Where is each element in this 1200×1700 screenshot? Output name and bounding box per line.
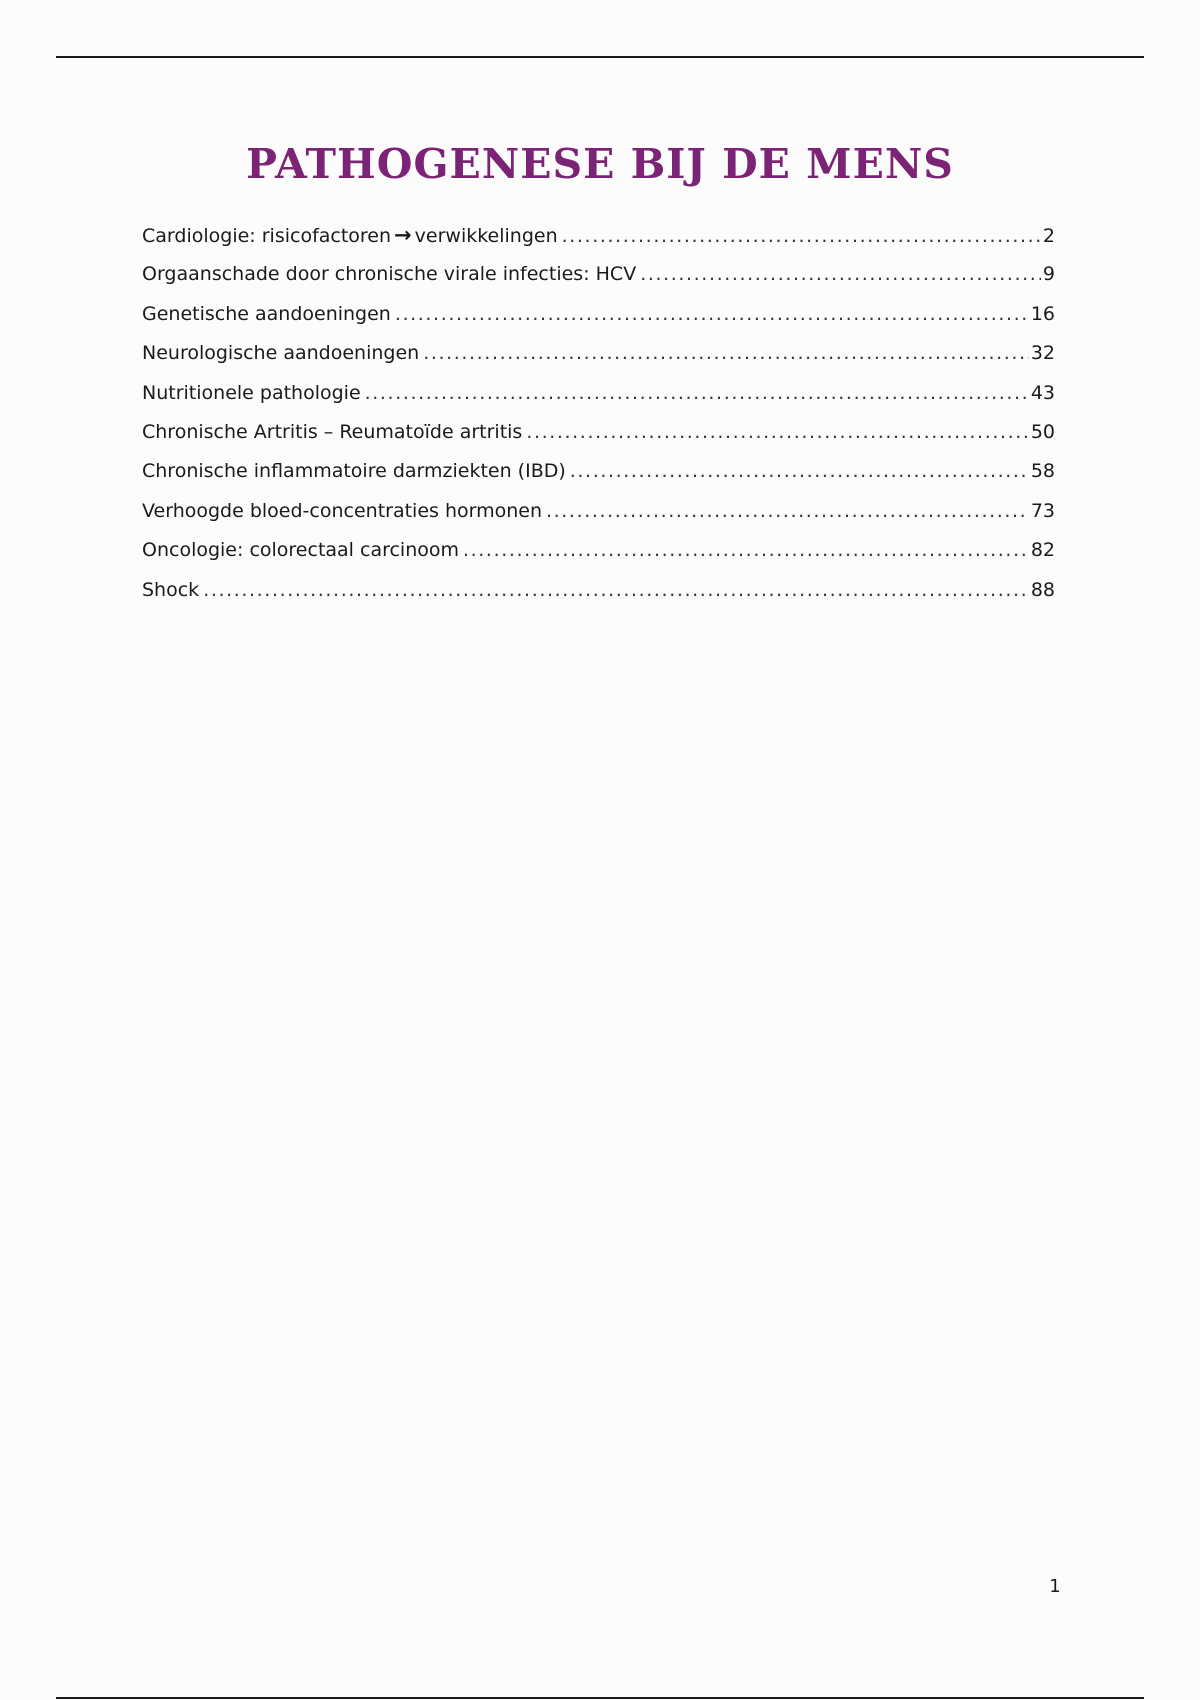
toc-entry-hcv[interactable] — [142, 257, 1055, 296]
toc-entry-neurologische[interactable] — [142, 336, 1055, 375]
toc-leader-dots — [463, 533, 1029, 568]
toc-entry-oncologie[interactable] — [142, 533, 1055, 572]
toc-entry-ibd[interactable] — [142, 454, 1055, 493]
toc-entry-page: 9 — [1042, 263, 1055, 286]
toc-entry-label: Oncologie: colorectaal carcinoom — [142, 539, 460, 562]
table-of-contents — [142, 218, 1055, 612]
toc-entry-label: Nutritionele pathologie — [142, 381, 361, 404]
toc-entry-page: 32 — [1030, 342, 1055, 365]
toc-entry-page: 43 — [1030, 381, 1055, 404]
arrow-right-icon: → — [394, 223, 412, 247]
toc-entry-page: 73 — [1030, 499, 1055, 522]
toc-leader-dots — [562, 219, 1041, 254]
page-number: 1 — [1049, 1576, 1061, 1597]
footer-rule — [56, 1697, 1144, 1699]
toc-leader-dots — [570, 454, 1029, 489]
toc-leader-dots — [423, 336, 1029, 371]
toc-entry-label: Cardiologie: risicofactoren → verwikkelingen — [142, 223, 558, 247]
toc-entry-page: 58 — [1030, 460, 1055, 483]
toc-leader-dots — [365, 376, 1029, 411]
toc-entry-label: Chronische Artritis – Reumatoïde artritis — [142, 420, 523, 443]
toc-entry-nutritionele[interactable] — [142, 376, 1055, 415]
toc-leader-dots — [526, 415, 1028, 450]
document-title: PATHOGENESE BIJ DE MENS — [246, 140, 954, 188]
toc-leader-dots — [203, 573, 1029, 608]
toc-entry-cardiologie[interactable] — [142, 218, 1055, 257]
toc-entry-label: Orgaanschade door chronische virale infecties: HCV — [142, 263, 637, 286]
toc-entry-label: Genetische aandoeningen — [142, 302, 391, 325]
toc-leader-dots — [640, 257, 1041, 292]
toc-entry-page: 50 — [1030, 420, 1055, 443]
toc-entry-label: Chronische inflammatoire darmziekten (IBD) — [142, 460, 566, 483]
toc-leader-dots — [395, 297, 1029, 332]
toc-entry-page: 82 — [1030, 539, 1055, 562]
toc-entry-hormonen[interactable] — [142, 494, 1055, 533]
toc-entry-genetische[interactable] — [142, 297, 1055, 336]
toc-leader-dots — [546, 494, 1029, 529]
toc-entry-label: Shock — [142, 578, 200, 601]
toc-entry-page: 2 — [1042, 225, 1055, 247]
header-rule — [56, 56, 1144, 58]
toc-entry-page: 16 — [1030, 302, 1055, 325]
toc-entry-shock[interactable] — [142, 573, 1055, 612]
toc-entry-label: Neurologische aandoeningen — [142, 342, 420, 365]
toc-entry-page: 88 — [1030, 578, 1055, 601]
toc-entry-artritis[interactable] — [142, 415, 1055, 454]
toc-entry-label: Verhoogde bloed-concentraties hormonen — [142, 499, 543, 522]
